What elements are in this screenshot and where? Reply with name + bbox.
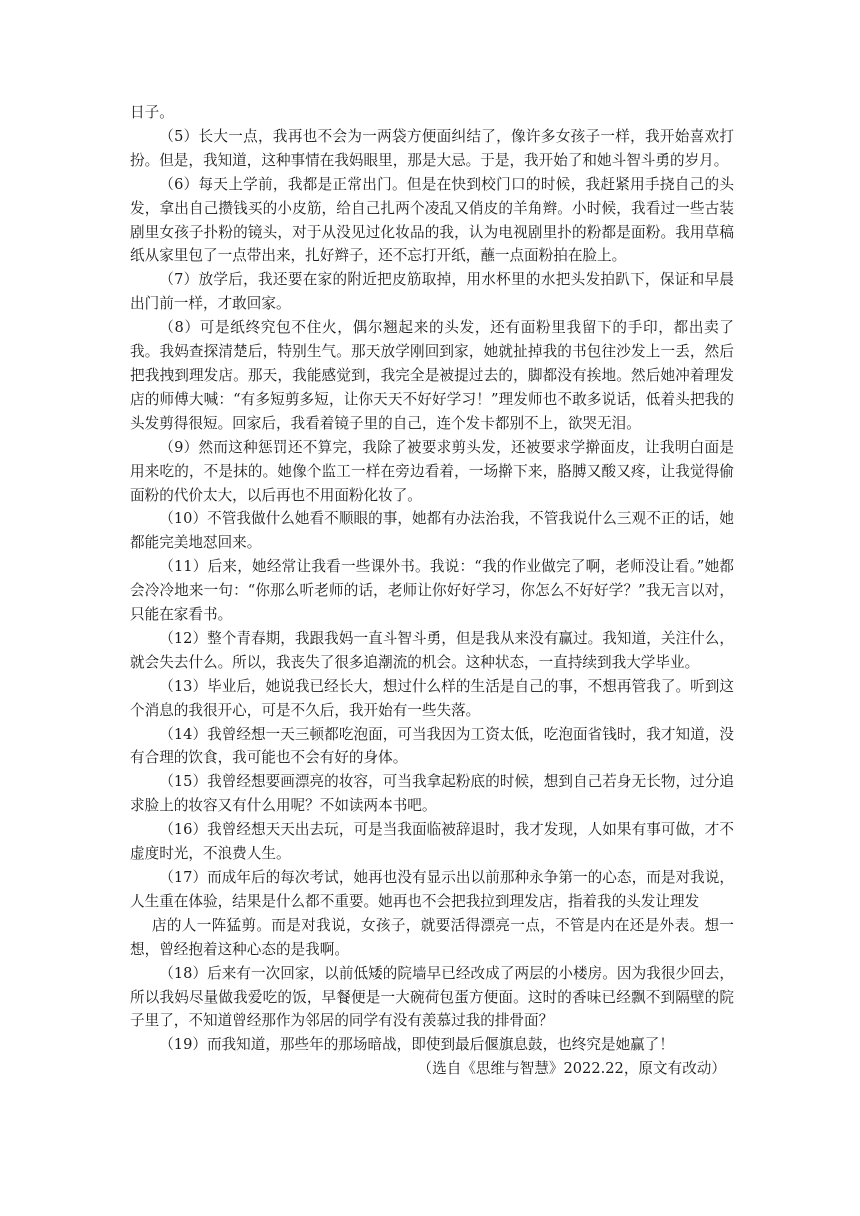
paragraph-15: （15）我曾经想要画漂亮的妆容，可当我拿起粉底的时候，想到自己若身无长物，过分追求脸上的妆容又有什么用呢？不如读两本书吧。 bbox=[130, 773, 734, 815]
paragraph-12: （12）整个青春期，我跟我妈一直斗智斗勇，但是我从来没有赢过。我知道，关注什么，就会失去什么。所以，我丧失了很多追潮流的机会。这种状态，一直持续到我大学毕业。 bbox=[130, 629, 734, 671]
paragraph-7: （7）放学后，我还要在家的附近把皮筋取掉，用水杯里的水把头发拍趴下，保证和早晨出门前一样，才敢回家。 bbox=[130, 271, 734, 313]
paragraph-17: （17）而成年后的每次考试，她再也没有显示出以前那种永争第一的心态，而是对我说，人生重在体验，结果是什么都不重要。她再也不会把我拉到理发店，指着我的头发让理发 bbox=[130, 869, 734, 910]
article-body bbox=[130, 101, 734, 1081]
paragraph-14: （14）我曾经想一天三顿都吃泡面，可当我因为工资太低，吃泡面省钱时，我才知道，没有合理的饮食，我可能也不会有好的身体。 bbox=[130, 725, 734, 767]
paragraph-continuation: 日子。 bbox=[130, 104, 174, 121]
paragraph-9: （9）然而这种惩罚还不算完，我除了被要求剪头发，还被要求学擀面皮，让我明白面是用来吃的，不是抹的。她像个监工一样在旁边看着，一场擀下来，胳膊又酸又疼，让我觉得偷面粉的代价太大，以后再也不用面粉化妆了。 bbox=[130, 438, 734, 504]
paragraph-5: （5）长大一点，我再也不会为一两袋方便面纠结了，像许多女孩子一样，我开始喜欢打扮。但是，我知道，这种事情在我妈眼里，那是大忌。于是，我开始了和她斗智斗勇的岁月。 bbox=[130, 127, 734, 169]
paragraph-8: （8）可是纸终究包不住火，偶尔翘起来的头发，还有面粉里我留下的手印，都出卖了我。我妈查探清楚后，特别生气。那天放学刚回到家，她就扯掉我的书包往沙发上一丢，然后把我拽到理发店。那天，我能感觉到，我完全是被提过去的，脚都没有挨地。然后她冲着理发店的师傅大喊：“有多短剪多短，让你天天不好好学习！”理发师也不敢多说话，低着头把我的头发剪得很短。回家后，我看着镜子里的自己，连个发卡都别不上，欲哭无泪。 bbox=[130, 319, 734, 432]
paragraph-6: （6）每天上学前，我都是正常出门。但是在快到校门口的时候，我赶紧用手挠自己的头发，拿出自己攒钱买的小皮筋，给自己扎两个凌乱又俏皮的羊角辫。小时候，我看过一些古装剧里女孩子扑粉的镜头，对于从没见过化妆品的我，认为电视剧里扑的粉都是面粉。我用草稿纸从家里包了一点带出来，扎好辫子，还不忘打开纸，蘸一点面粉拍在脸上。 bbox=[130, 175, 734, 265]
source-citation: （选自《思维与智慧》2022.22，原文有改动） bbox=[417, 1060, 726, 1078]
paragraph-10: （10）不管我做什么她看不顺眼的事，她都有办法治我，不管我说什么三观不正的话，她都能完美地怼回来。 bbox=[130, 510, 734, 552]
paragraph-16: （16）我曾经想天天出去玩，可是当我面临被辞退时，我才发现，人如果有事可做，才不虚度时光，不浪费人生。 bbox=[130, 821, 734, 863]
paragraph-17-continued: 店的人一阵猛剪。而是对我说，女孩子，就要活得漂亮一点，不管是内在还是外表。想一想，曾经抱着这种心态的是我啊。 bbox=[130, 916, 734, 958]
paragraph-11: （11）后来，她经常让我看一些课外书。我说：“我的作业做完了啊，老师没让看。”她都会冷冷地来一句：“你那么听老师的话，老师让你好好学习，你怎么不好好学？”我无言以对，只能在家看书。 bbox=[130, 558, 734, 624]
paragraph-13: （13）毕业后，她说我已经长大，想过什么样的生活是自己的事，不想再管我了。听到这个消息的我很开心，可是不久后，我开始有一些失落。 bbox=[130, 677, 734, 719]
paragraph-18: （18）后来有一次回家，以前低矮的院墙早已经改成了两层的小楼房。因为我很少回去，所以我妈尽量做我爱吃的饭，早餐便是一大碗荷包蛋方便面。这时的香味已经飘不到隔壁的院子里了，不知道曾经那作为邻居的同学有没有羡慕过我的排骨面？ bbox=[130, 964, 734, 1030]
paragraph-19: （19）而我知道，那些年的那场暗战，即使到最后偃旗息鼓，也终究是她赢了！ bbox=[159, 1036, 674, 1054]
